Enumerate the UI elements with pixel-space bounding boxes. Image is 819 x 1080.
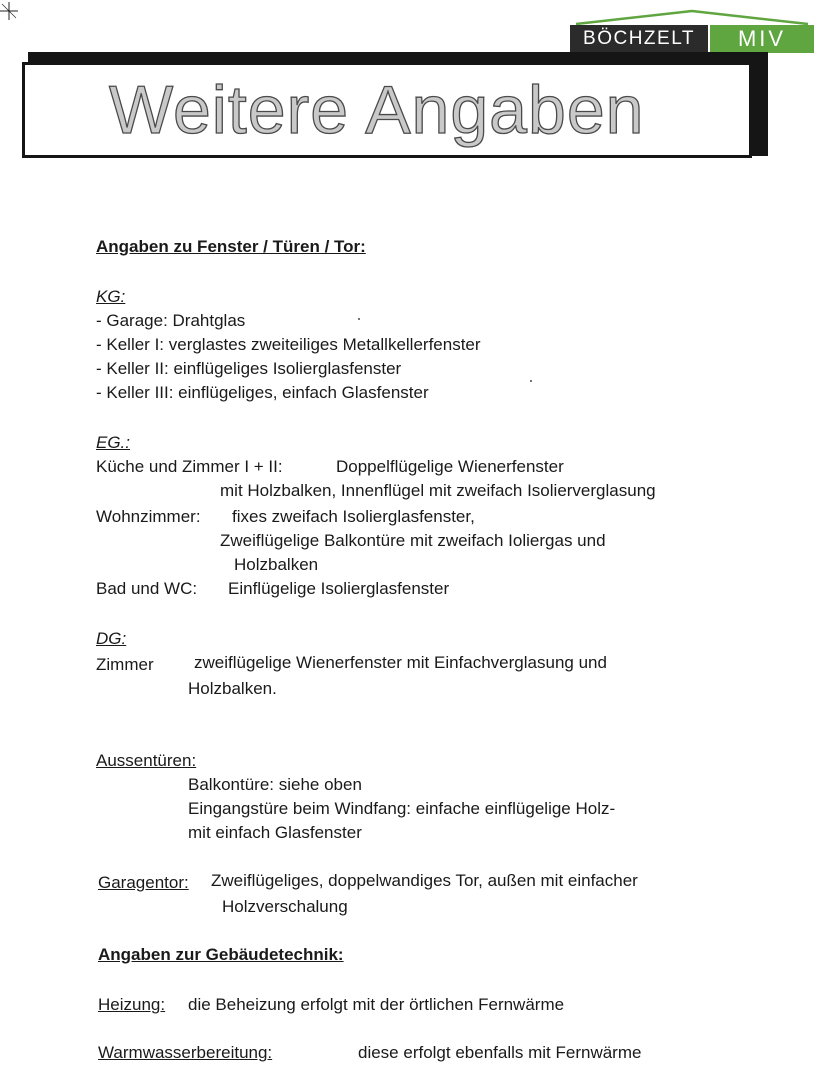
- title-box: [22, 62, 752, 158]
- warmwasser-label: Warmwasserbereitung:: [98, 1043, 273, 1062]
- garagentor-continued: Holzverschalung: [222, 897, 348, 916]
- logo-text-right: MIV: [710, 25, 814, 53]
- eg-wohn-continued: Zweiflügelige Balkontüre mit zweifach Ioliergas und: [220, 531, 606, 550]
- warmwasser-text: diese erfolgt ebenfalls mit Fernwärme: [358, 1043, 642, 1062]
- eg-kueche-text: Doppelflügelige Wienerfenster: [336, 457, 564, 476]
- aussentueren-line: Balkontüre: siehe oben: [188, 775, 362, 794]
- kg-line: - Keller III: einflügeliges, einfach Glasfenster: [96, 383, 429, 402]
- eg-wohn-continued: Holzbalken: [234, 555, 319, 574]
- dg-zimmer-label: Zimmer: [96, 655, 154, 674]
- aussentueren-line: Eingangstüre beim Windfang: einfache einflügelige Holz-: [188, 799, 616, 818]
- heizung-text: die Beheizung erfolgt mit der örtlichen Fernwärme: [188, 995, 565, 1014]
- eg-bad-text: Einflügelige Isolierglasfenster: [228, 579, 450, 598]
- logo-text-left: BÖCHZELT: [570, 25, 708, 53]
- eg-kueche-label: Küche und Zimmer I + II:: [96, 457, 283, 476]
- garagentor-label: Garagentor:: [98, 873, 189, 892]
- eg-wohn-text: fixes zweifach Isolierglasfenster,: [232, 507, 475, 526]
- dg-zimmer-continued: Holzbalken.: [188, 679, 277, 698]
- scan-speck: [358, 318, 360, 320]
- page-title: Weitere Angaben: [109, 72, 645, 148]
- section-heading-windows-doors: Angaben zu Fenster / Türen / Tor:: [96, 237, 366, 256]
- kg-line: - Keller II: einflügeliges Isolierglasfenster: [96, 359, 402, 378]
- dg-zimmer-text: zweiflügelige Wienerfenster mit Einfachverglasung und: [194, 653, 607, 672]
- eg-wohn-label: Wohnzimmer:: [96, 507, 201, 526]
- kg-line: - Keller I: verglastes zweiteiliges Metallkellerfenster: [96, 335, 481, 354]
- aussentueren-line: mit einfach Glasfenster: [188, 823, 362, 842]
- dg-label: DG:: [96, 629, 127, 648]
- garagentor-text: Zweiflügeliges, doppelwandiges Tor, außen mit einfacher: [211, 871, 638, 890]
- scan-speck: [530, 380, 532, 382]
- eg-bad-label: Bad und WC:: [96, 579, 198, 598]
- kg-line: - Garage: Drahtglas: [96, 311, 246, 330]
- aussentueren-label: Aussentüren:: [96, 751, 197, 770]
- eg-kueche-continued: mit Holzbalken, Innenflügel mit zweifach Isolierverglasung: [220, 481, 656, 500]
- kg-label: KG:: [96, 287, 126, 306]
- crosshair-mark: [0, 0, 20, 22]
- company-logo: [570, 8, 814, 56]
- eg-label: EG.:: [96, 433, 131, 452]
- section-heading-building-tech: Angaben zur Gebäudetechnik:: [98, 945, 344, 964]
- logo-roof-graphic: [570, 8, 814, 26]
- heizung-label: Heizung:: [98, 995, 166, 1014]
